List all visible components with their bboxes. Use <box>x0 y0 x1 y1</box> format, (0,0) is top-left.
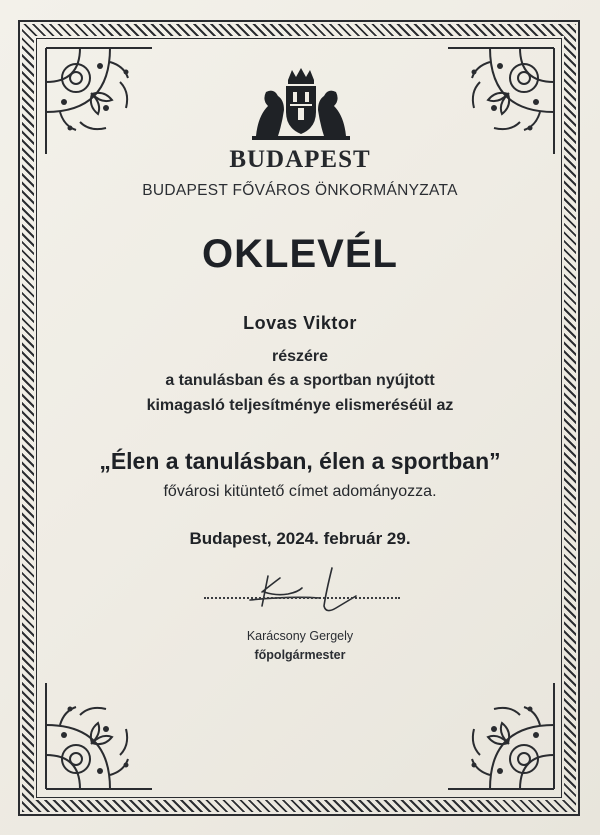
award-line: fővárosi kitüntető címet adományozza. <box>163 483 437 500</box>
signature-line <box>204 597 400 599</box>
handwritten-signature-icon <box>240 562 380 620</box>
city-name: BUDAPEST <box>229 146 371 173</box>
corner-ornament-icon <box>40 42 158 160</box>
text-line: részére <box>271 348 329 365</box>
text-line: a tanulásban és a sportban nyújtott <box>165 372 435 389</box>
signer-name: Karácsony Gergely <box>246 629 354 643</box>
award-title: „Élen a tanulásban, élen a sportban” <box>99 448 501 474</box>
issue-date: Budapest, 2024. február 29. <box>189 529 411 548</box>
signer-role: főpolgármester <box>254 648 346 662</box>
text-line: kimagasló teljesítménye elismeréséül az <box>146 397 454 414</box>
document-title: OKLEVÉL <box>202 232 398 276</box>
recipient-name: Lovas Viktor <box>243 313 357 333</box>
coat-of-arms-icon <box>248 66 354 146</box>
corner-ornament-icon <box>442 42 560 160</box>
government-name: BUDAPEST FŐVÁROS ÖNKORMÁNYZATA <box>142 182 458 199</box>
corner-ornament-icon <box>442 677 560 795</box>
corner-ornament-icon <box>40 677 158 795</box>
